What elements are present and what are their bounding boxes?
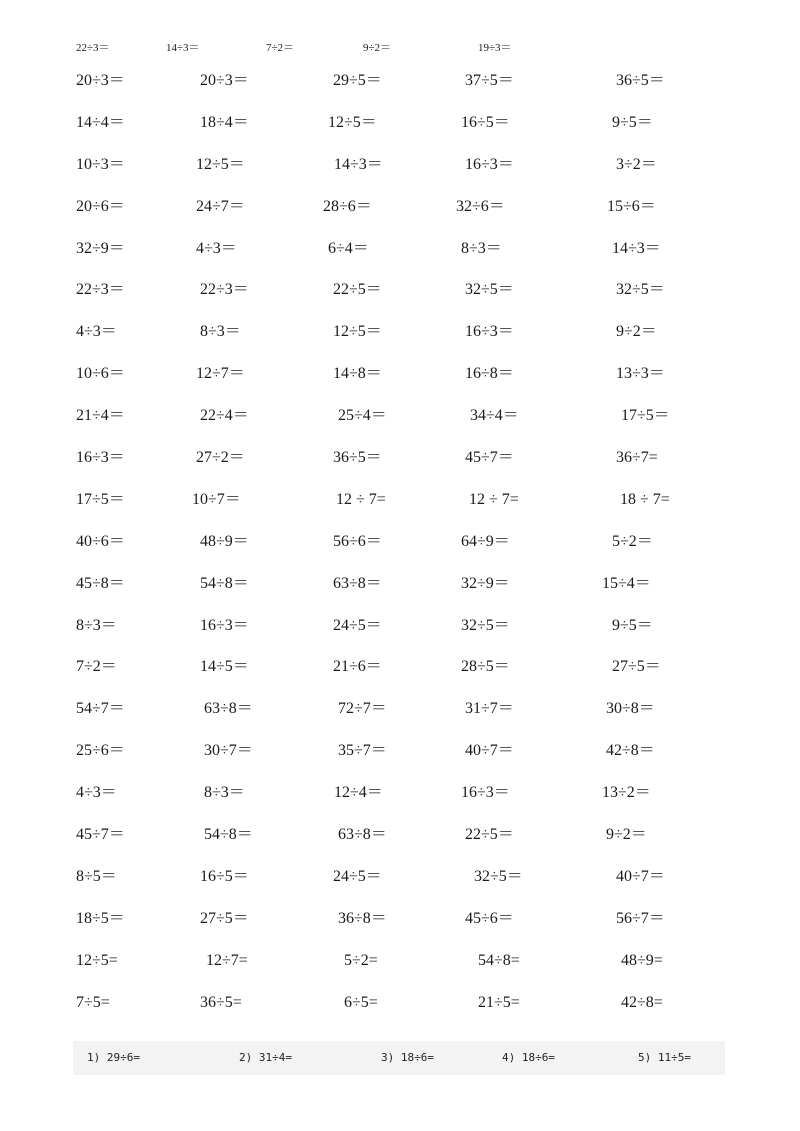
division-problem: 20÷3＝ [200,72,249,89]
division-problem: 32÷9＝ [76,239,125,257]
division-problem: 4÷3＝ [76,323,117,341]
division-problem: 25÷6＝ [76,742,125,760]
problem-row [0,654,800,696]
problem-row [0,194,800,236]
division-problem: 17÷5＝ [76,490,125,508]
division-problem: 40÷7＝ [616,867,665,885]
header-problem-row [0,40,800,56]
problem-row [0,696,800,738]
division-problem: 45÷7＝ [76,826,125,844]
problem-row [0,152,800,194]
division-problem: 22÷4＝ [200,407,249,425]
division-problem: 21÷5= [478,993,520,1011]
problem-row [0,68,800,110]
division-problem: 54÷8＝ [200,574,249,592]
division-problem: 8÷5＝ [76,867,117,885]
footer-problem: 2) 31÷4= [239,1051,292,1064]
division-problem: 32÷6＝ [456,197,505,215]
division-problem: 48÷9＝ [200,532,249,550]
division-problem: 42÷8＝ [606,742,655,760]
division-problem: 21÷4＝ [76,407,125,425]
division-problem: 56÷7＝ [616,909,665,927]
footer-problem: 3) 18÷6= [381,1051,434,1064]
problem-row [0,236,800,278]
header-problem: 19÷3＝ [478,42,512,54]
division-problem: 16÷8＝ [465,365,514,383]
division-problem: 9÷5＝ [612,113,653,131]
division-problem: 9÷5＝ [612,616,653,634]
footer-problem: 5) 11÷5= [638,1051,691,1064]
division-problem: 40÷6＝ [76,532,125,550]
division-problem: 13÷2＝ [602,784,651,802]
division-problem: 16÷5＝ [461,113,510,131]
problem-row [0,948,800,990]
division-problem: 20÷6＝ [76,197,125,215]
problem-row [0,990,800,1032]
division-problem: 20÷3＝ [76,72,125,89]
division-problem: 8÷3＝ [200,323,241,341]
division-problem: 8÷3＝ [76,616,117,634]
division-problem: 37÷5＝ [465,72,514,89]
division-problem: 24÷5＝ [333,867,382,885]
division-problem: 12÷5＝ [333,323,382,341]
problem-row [0,738,800,780]
division-problem: 34÷4＝ [470,407,519,425]
division-problem: 15÷4＝ [602,574,651,592]
division-problem: 14÷3＝ [334,155,383,173]
header-problem: 9÷2＝ [363,42,392,54]
division-problem: 45÷8＝ [76,574,125,592]
division-problem: 36÷5＝ [333,449,382,467]
problem-row [0,361,800,403]
division-problem: 10÷7＝ [192,490,241,508]
division-problem: 45÷7＝ [465,449,514,467]
division-problem: 14÷5＝ [200,658,249,676]
problem-row [0,822,800,864]
division-problem: 31÷7＝ [465,700,514,718]
problem-row [0,487,800,529]
division-problem: 18 ÷ 7= [620,490,670,508]
division-problem: 54÷8＝ [204,826,253,844]
division-problem: 32÷5＝ [461,616,510,634]
division-problem: 12÷7= [206,951,248,969]
division-problem: 12 ÷ 7= [469,490,519,508]
division-problem: 35÷7＝ [338,742,387,760]
footer-problem: 4) 18÷6= [502,1051,555,1064]
division-problem: 15÷6＝ [607,197,656,215]
problem-row [0,864,800,906]
division-problem: 30÷8＝ [606,700,655,718]
division-problem: 12 ÷ 7= [336,490,386,508]
division-problem: 4÷3＝ [76,784,117,802]
division-problem: 9÷2＝ [616,323,657,341]
division-problem: 25÷4＝ [338,407,387,425]
problem-grid [0,68,800,1031]
division-problem: 54÷8= [478,951,520,969]
division-problem: 8÷3＝ [204,784,245,802]
division-problem: 14÷4＝ [76,113,125,131]
division-problem: 32÷5＝ [465,281,514,299]
division-problem: 21÷6＝ [333,658,382,676]
division-problem: 63÷8＝ [338,826,387,844]
division-problem: 4÷3＝ [196,239,237,257]
division-problem: 16÷3＝ [465,323,514,341]
division-problem: 16÷5＝ [200,867,249,885]
division-problem: 10÷3＝ [76,155,125,173]
division-problem: 6÷5= [344,993,378,1011]
division-problem: 16÷3＝ [465,155,514,173]
division-problem: 17÷5＝ [621,407,670,425]
division-problem: 24÷5＝ [333,616,382,634]
division-problem: 12÷5＝ [196,155,245,173]
division-problem: 27÷5＝ [612,658,661,676]
division-problem: 14÷8＝ [333,365,382,383]
problem-row [0,277,800,319]
division-problem: 12÷7＝ [196,365,245,383]
division-problem: 54÷7＝ [76,700,125,718]
division-problem: 42÷8= [621,993,663,1011]
problem-row [0,445,800,487]
problem-row [0,110,800,152]
division-problem: 63÷8＝ [333,574,382,592]
division-problem: 22÷3＝ [76,281,125,299]
division-problem: 63÷8＝ [204,700,253,718]
division-problem: 18÷5＝ [76,909,125,927]
division-problem: 10÷6＝ [76,365,125,383]
division-problem: 9÷2＝ [606,826,647,844]
division-problem: 22÷5＝ [333,281,382,299]
division-problem: 13÷3＝ [616,365,665,383]
division-problem: 12÷4＝ [334,784,383,802]
division-problem: 16÷3＝ [76,449,125,467]
footer-problem: 1) 29÷6= [87,1051,140,1064]
problem-row [0,529,800,571]
division-problem: 64÷9＝ [461,532,510,550]
division-problem: 48÷9= [621,951,663,969]
header-problem: 7÷2＝ [266,42,295,54]
problem-row [0,571,800,613]
division-problem: 12÷5＝ [328,113,377,131]
problem-row [0,613,800,655]
division-problem: 18÷4＝ [200,113,249,131]
division-problem: 24÷7＝ [196,197,245,215]
division-problem: 6÷4＝ [328,239,369,257]
division-problem: 7÷5= [76,993,110,1011]
division-problem: 45÷6＝ [465,909,514,927]
division-problem: 16÷3＝ [200,616,249,634]
division-problem: 14÷3＝ [612,239,661,257]
division-problem: 5÷2＝ [612,532,653,550]
division-problem: 27÷2＝ [196,449,245,467]
division-problem: 28÷5＝ [461,658,510,676]
division-problem: 27÷5＝ [200,909,249,927]
division-problem: 28÷6＝ [323,197,372,215]
division-problem: 72÷7＝ [338,700,387,718]
problem-row [0,780,800,822]
division-problem: 22÷3＝ [200,281,249,299]
division-problem: 7÷2＝ [76,658,117,676]
division-problem: 8÷3＝ [461,239,502,257]
problem-row [0,906,800,948]
division-problem: 32÷5＝ [616,281,665,299]
footer-problem-row [73,1041,725,1075]
problem-row [0,319,800,361]
division-problem: 56÷6＝ [333,532,382,550]
division-problem: 29÷5＝ [333,72,382,89]
division-problem: 36÷8＝ [338,909,387,927]
division-problem: 12÷5= [76,951,118,969]
division-problem: 36÷5= [200,993,242,1011]
division-problem: 36÷5＝ [616,72,665,89]
division-problem: 5÷2= [344,951,378,969]
division-problem: 36÷7= [616,449,658,467]
division-problem: 32÷9＝ [461,574,510,592]
problem-row [0,403,800,445]
header-problem: 14÷3＝ [166,42,200,54]
division-problem: 40÷7＝ [465,742,514,760]
division-problem: 22÷5＝ [465,826,514,844]
division-problem: 16÷3＝ [461,784,510,802]
division-problem: 30÷7＝ [204,742,253,760]
division-problem: 3÷2＝ [616,155,657,173]
division-problem: 32÷5＝ [474,867,523,885]
header-problem: 22÷3＝ [76,42,110,54]
